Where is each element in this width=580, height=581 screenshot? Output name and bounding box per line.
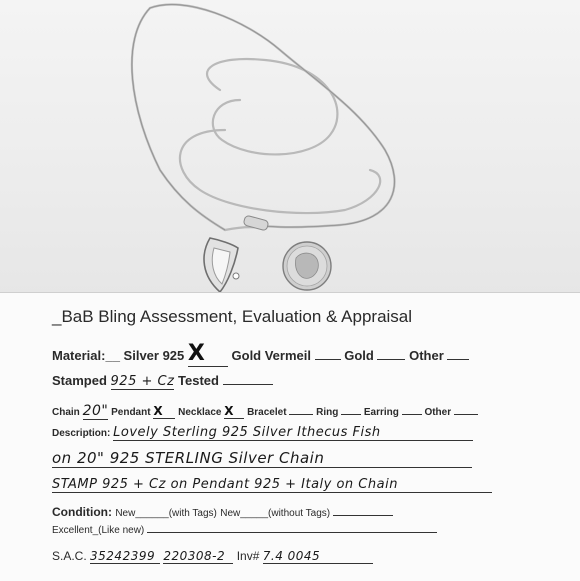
chain-strand	[207, 59, 337, 154]
sac-value: 35242399	[90, 549, 160, 564]
silver-check-mark: X	[187, 341, 205, 366]
necklace-check-mark: X	[224, 404, 234, 418]
pieces-row	[52, 403, 478, 420]
excellent-row	[52, 525, 437, 536]
necklace-label: Necklace	[178, 407, 222, 418]
material-silver: Silver 925	[123, 348, 185, 363]
material-label: Material:__	[52, 348, 120, 363]
earring-label: Earring	[363, 407, 399, 418]
description-line-3-row	[52, 477, 492, 493]
chain-length-value: 20"	[82, 403, 109, 419]
pendant-label: Pendant	[111, 407, 151, 418]
chain-strand	[180, 130, 380, 213]
ring-label: Ring	[316, 407, 339, 418]
condition-excellent: Excellent_(Like new)	[52, 525, 145, 536]
description-row	[52, 425, 473, 441]
description-line-2-row	[52, 449, 472, 468]
condition-new-tags: New______(with Tags)	[115, 508, 217, 519]
description-label: Description:	[52, 428, 111, 439]
card-title: _BaB Bling Assessment, Evaluation & Appraisal	[52, 307, 413, 326]
other-label: Other	[424, 407, 452, 418]
condition-label: Condition:	[52, 505, 112, 519]
material-gold-vermeil: Gold Vermeil	[231, 348, 311, 363]
stamped-label: Stamped	[52, 373, 107, 388]
material-other: Other	[409, 348, 444, 363]
footer-row	[52, 549, 373, 564]
description-line-3: STAMP 925 + Cz on Pendant 925 + Italy on Chain	[52, 477, 492, 493]
fish-pendant	[204, 238, 239, 292]
stamped-value: 925 + Cz	[110, 374, 175, 389]
inv-value: 7.4 0045	[263, 549, 373, 564]
chain-label: Chain	[52, 407, 80, 418]
chain-clasp	[243, 215, 269, 231]
appraisal-card	[0, 292, 580, 581]
date-code: 220308-2	[163, 549, 233, 564]
condition-new-no-tags: New_____(without Tags)	[220, 508, 331, 519]
material-gold: Gold	[344, 348, 374, 363]
material-row	[52, 341, 469, 367]
condition-row	[52, 505, 393, 519]
bracelet-label: Bracelet	[247, 407, 287, 418]
silver-blank	[188, 341, 228, 367]
description-line-2: on 20" 925 STERLING Silver Chain	[52, 449, 472, 468]
sac-label: S.A.C.	[52, 549, 87, 563]
description-line-1: Lovely Sterling 925 Silver Ithecus Fish	[113, 425, 473, 441]
pendant-check-mark: X	[153, 404, 163, 418]
dime-coin	[283, 242, 331, 290]
stamped-row	[52, 373, 273, 390]
tested-label: Tested	[178, 373, 219, 388]
inv-label: Inv#	[236, 549, 260, 563]
